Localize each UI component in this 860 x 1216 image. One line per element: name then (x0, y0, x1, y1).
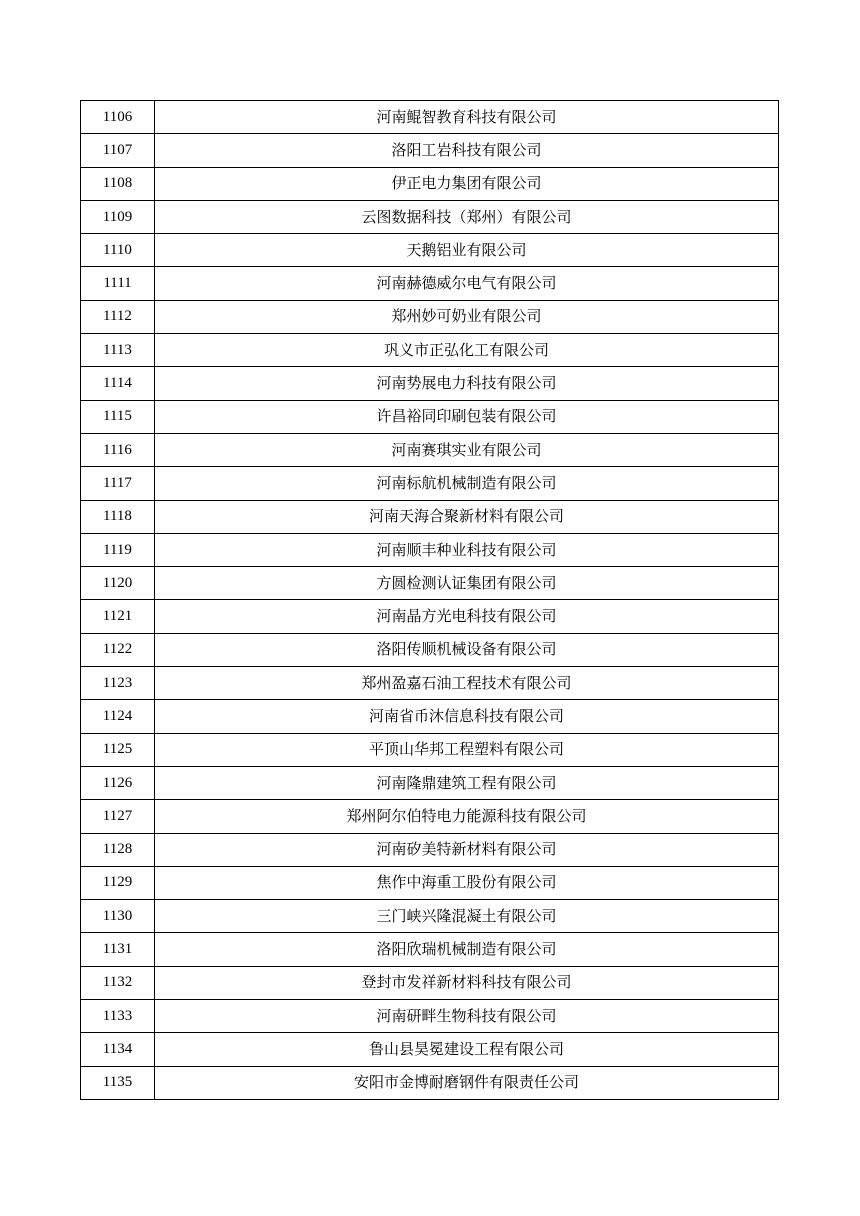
table-body (81, 101, 779, 1100)
row-number-cell: 1128 (81, 833, 155, 866)
table-row (81, 600, 779, 633)
company-name-cell: 伊正电力集团有限公司 (155, 167, 779, 200)
table-row (81, 567, 779, 600)
row-number-cell: 1114 (81, 367, 155, 400)
table-row (81, 1066, 779, 1099)
table-row (81, 400, 779, 433)
company-name-cell: 许昌裕同印刷包装有限公司 (155, 400, 779, 433)
company-name-cell: 河南赫德威尔电气有限公司 (155, 267, 779, 300)
company-name-cell: 河南天海合聚新材料有限公司 (155, 500, 779, 533)
table-row (81, 800, 779, 833)
row-number-cell: 1106 (81, 101, 155, 134)
table-row (81, 633, 779, 666)
row-number-cell: 1122 (81, 633, 155, 666)
company-name-cell: 河南标航机械制造有限公司 (155, 467, 779, 500)
table-row (81, 866, 779, 899)
table-row (81, 300, 779, 333)
row-number-cell: 1130 (81, 900, 155, 933)
row-number-cell: 1110 (81, 234, 155, 267)
row-number-cell: 1123 (81, 667, 155, 700)
company-name-cell: 河南晶方光电科技有限公司 (155, 600, 779, 633)
table-row (81, 167, 779, 200)
row-number-cell: 1115 (81, 400, 155, 433)
company-name-cell: 鲁山县昊冕建设工程有限公司 (155, 1033, 779, 1066)
table-row (81, 900, 779, 933)
row-number-cell: 1107 (81, 134, 155, 167)
table-row (81, 1033, 779, 1066)
row-number-cell: 1120 (81, 567, 155, 600)
table-row (81, 833, 779, 866)
row-number-cell: 1116 (81, 433, 155, 466)
row-number-cell: 1108 (81, 167, 155, 200)
company-name-cell: 焦作中海重工股份有限公司 (155, 866, 779, 899)
table-row (81, 367, 779, 400)
company-name-cell: 平顶山华邦工程塑料有限公司 (155, 733, 779, 766)
company-name-cell: 巩义市正弘化工有限公司 (155, 334, 779, 367)
company-name-cell: 河南省币沐信息科技有限公司 (155, 700, 779, 733)
row-number-cell: 1112 (81, 300, 155, 333)
company-name-cell: 郑州妙可奶业有限公司 (155, 300, 779, 333)
row-number-cell: 1131 (81, 933, 155, 966)
row-number-cell: 1129 (81, 866, 155, 899)
table-row (81, 267, 779, 300)
table-row (81, 966, 779, 999)
company-name-cell: 河南顺丰种业科技有限公司 (155, 533, 779, 566)
table-row (81, 200, 779, 233)
row-number-cell: 1132 (81, 966, 155, 999)
table-row (81, 667, 779, 700)
row-number-cell: 1125 (81, 733, 155, 766)
company-name-cell: 登封市发祥新材料科技有限公司 (155, 966, 779, 999)
table-row (81, 433, 779, 466)
table-row (81, 533, 779, 566)
row-number-cell: 1135 (81, 1066, 155, 1099)
row-number-cell: 1134 (81, 1033, 155, 1066)
table-row (81, 700, 779, 733)
company-name-cell: 洛阳传顺机械设备有限公司 (155, 633, 779, 666)
company-name-cell: 河南鲲智教育科技有限公司 (155, 101, 779, 134)
row-number-cell: 1119 (81, 533, 155, 566)
company-name-cell: 河南势展电力科技有限公司 (155, 367, 779, 400)
company-name-cell: 三门峡兴隆混凝土有限公司 (155, 900, 779, 933)
row-number-cell: 1133 (81, 1000, 155, 1033)
table-row (81, 467, 779, 500)
company-list-table (80, 100, 779, 1100)
row-number-cell: 1126 (81, 766, 155, 799)
company-name-cell: 洛阳欣瑞机械制造有限公司 (155, 933, 779, 966)
table-row (81, 334, 779, 367)
table-row (81, 134, 779, 167)
table-row (81, 500, 779, 533)
table-row (81, 1000, 779, 1033)
row-number-cell: 1109 (81, 200, 155, 233)
table-row (81, 733, 779, 766)
table-row (81, 101, 779, 134)
company-name-cell: 云图数据科技（郑州）有限公司 (155, 200, 779, 233)
row-number-cell: 1127 (81, 800, 155, 833)
company-name-cell: 天鹅铝业有限公司 (155, 234, 779, 267)
row-number-cell: 1111 (81, 267, 155, 300)
table-row (81, 234, 779, 267)
row-number-cell: 1124 (81, 700, 155, 733)
company-name-cell: 郑州阿尔伯特电力能源科技有限公司 (155, 800, 779, 833)
table-row (81, 766, 779, 799)
company-name-cell: 河南隆鼎建筑工程有限公司 (155, 766, 779, 799)
row-number-cell: 1117 (81, 467, 155, 500)
table-row (81, 933, 779, 966)
company-name-cell: 安阳市金博耐磨钢件有限责任公司 (155, 1066, 779, 1099)
row-number-cell: 1118 (81, 500, 155, 533)
company-name-cell: 郑州盈嘉石油工程技术有限公司 (155, 667, 779, 700)
company-name-cell: 方圆检测认证集团有限公司 (155, 567, 779, 600)
row-number-cell: 1121 (81, 600, 155, 633)
company-name-cell: 河南矽美特新材料有限公司 (155, 833, 779, 866)
company-name-cell: 洛阳工岩科技有限公司 (155, 134, 779, 167)
row-number-cell: 1113 (81, 334, 155, 367)
company-name-cell: 河南研畔生物科技有限公司 (155, 1000, 779, 1033)
company-name-cell: 河南赛琪实业有限公司 (155, 433, 779, 466)
